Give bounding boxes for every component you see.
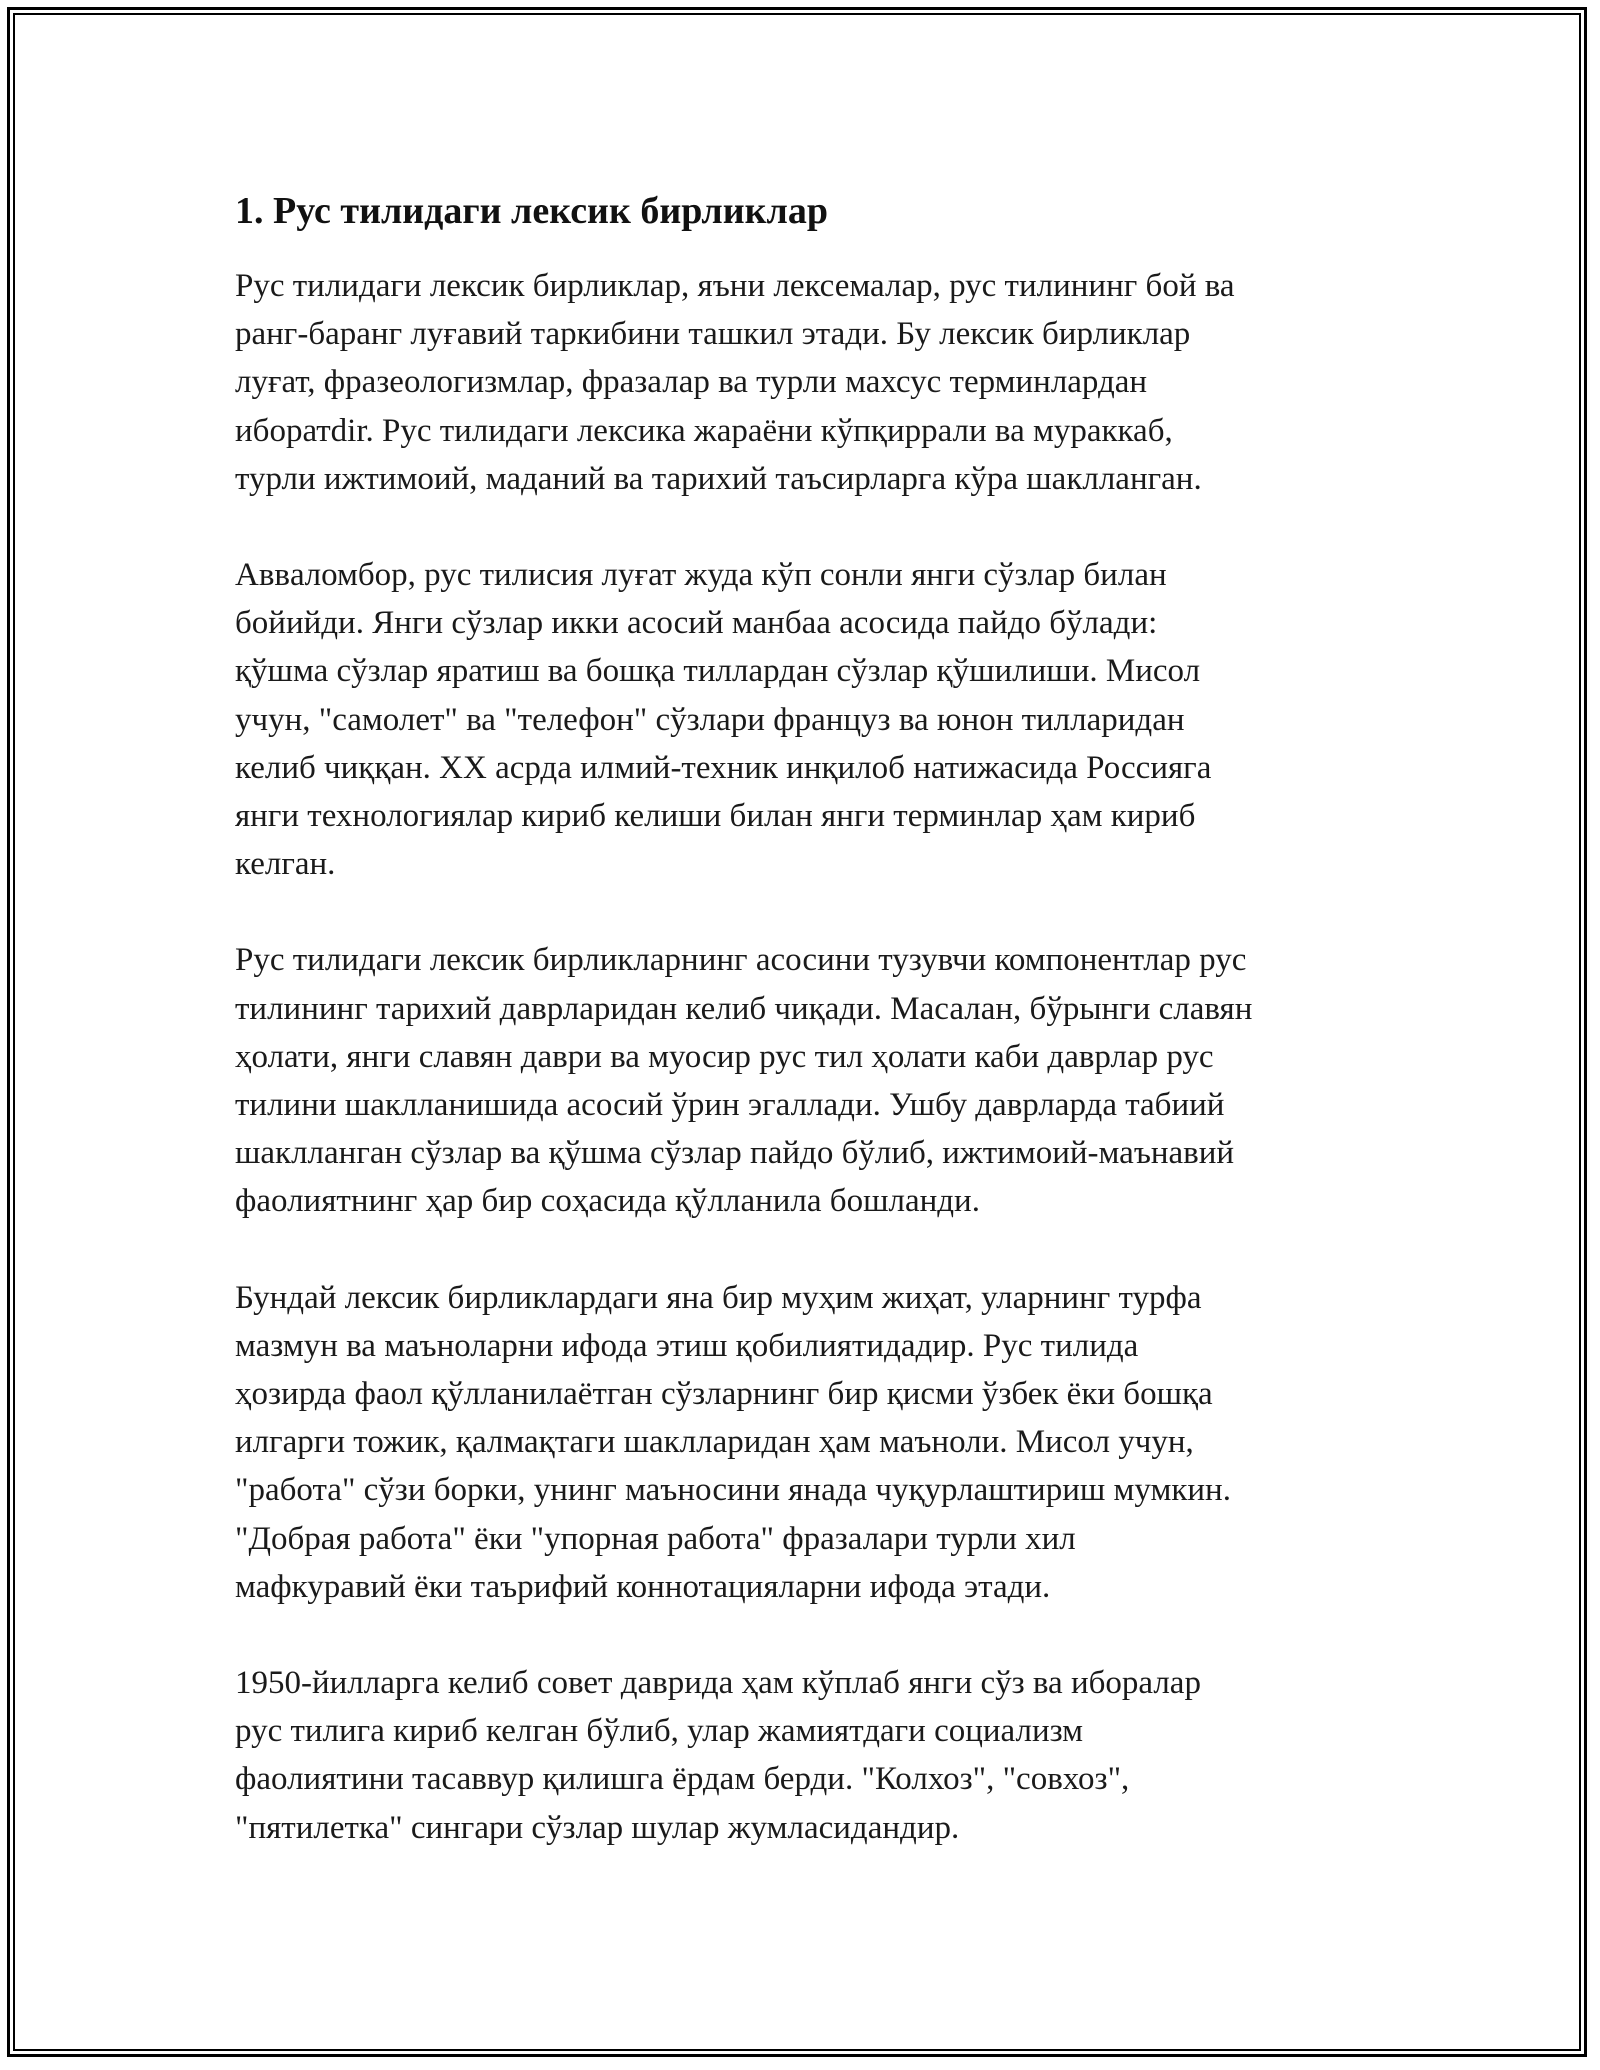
paragraph-line: Аввaломбор, рус тилисия луғат жуда кўп сонли янги сўзлар билан xyxy=(235,557,1167,594)
paragraph-line: иборатdir. Рус тилидаги лексика жараёни кўпқиррали ва мураккаб, xyxy=(235,412,1173,449)
paragraph-line: ҳолати, янги славян даври ва муосир рус тил ҳолати каби даврлар рус xyxy=(235,1038,1214,1075)
paragraph-line: луғат, фразеологизмлар, фразалар ва турли махсус терминлардан xyxy=(235,364,1148,401)
paragraph-line: фаолиятини тасаввур қилишга ёрдам берди. "Колхоз", "совхоз", xyxy=(235,1761,1130,1798)
paragraph-line: илгарги тожик, қалмақтаги шаклларидан ҳам маъноли. Мисол учун, xyxy=(235,1424,1194,1461)
paragraph-line: рус тилига кириб келган бўлиб, улар жамиятдаги социализм xyxy=(235,1713,1084,1750)
paragraph-4 xyxy=(235,1274,1375,1611)
paragraph-line: янги технологиялар кириб келиши билан янги терминлар ҳам кириб xyxy=(235,798,1196,835)
paragraph-line: тилини шаклланишида асосий ўрин эгаллади. Ушбу даврларда табиий xyxy=(235,1087,1225,1124)
paragraph-line: фаолиятнинг ҳар бир соҳасида қўлланила бошланди. xyxy=(235,1183,980,1220)
paragraph-line: мафкуравий ёки таърифий коннотацияларни ифода этади. xyxy=(235,1568,1051,1605)
paragraph-line: 1950-йилларга келиб совет даврида ҳам кўплаб янги сўз ва иборалар xyxy=(235,1665,1201,1702)
paragraph-2 xyxy=(235,551,1375,888)
paragraph-line: "работа" сўзи борки, унинг маъносини янада чуқурлаштириш мумкин. xyxy=(235,1472,1231,1509)
paragraph-line: ҳозирда фаол қўлланилаётган сўзларнинг бир қисми ўзбек ёки бошқа xyxy=(235,1376,1213,1413)
paragraph-1 xyxy=(235,262,1375,503)
paragraph-line: "пятилетка" сингари сўзлар шулар жумласидандир. xyxy=(235,1809,960,1846)
paragraph-line: шаклланган сўзлар ва қўшма сўзлар пайдо бўлиб, ижтимоий-маънавий xyxy=(235,1135,1235,1172)
paragraph-line: бойийди. Янги сўзлар икки асосий манбаа асосида пайдо бўлади: xyxy=(235,605,1158,642)
paragraph-line: Бундай лексик бирликлардаги яна бир муҳим жиҳат, уларнинг турфа xyxy=(235,1279,1202,1316)
paragraph-line: тилининг тарихий даврларидан келиб чиқади. Масалан, бўрынги славян xyxy=(235,990,1253,1027)
section-heading: 1. Рус тилидаги лексик бирликлар xyxy=(235,190,828,232)
paragraph-line: келиб чиққан. XX асрда илмий-техник инқилоб натижасида Россияга xyxy=(235,749,1212,786)
paragraph-line: қўшма сўзлар яратиш ва бошқа тиллардан сўзлар қўшилиши. Мисол xyxy=(235,653,1201,690)
document-body xyxy=(235,185,1375,1900)
paragraph-5 xyxy=(235,1659,1375,1852)
paragraph-3 xyxy=(235,936,1375,1225)
paragraph-line: "Добрая работа" ёки "упорная работа" фразалари турли хил xyxy=(235,1520,1076,1557)
paragraph-line: турли ижтимоий, маданий ва тарихий таъсирларга кўра шаклланган. xyxy=(235,460,1202,497)
paragraph-line: ранг-баранг луғавий таркибини ташкил этади. Бу лексик бирликлар xyxy=(235,316,1191,353)
paragraph-line: келган. xyxy=(235,846,336,883)
paragraph-line: мазмун ва маъноларни ифода этиш қобилиятидадир. Рус тилида xyxy=(235,1327,1139,1364)
paragraph-line: Рус тилидаги лексик бирликлар, яъни лексемалар, рус тилининг бой ва xyxy=(235,268,1235,304)
paragraph-line: учун, "самолет" ва "телефон" сўзлари француз ва юнон тилларидан xyxy=(235,701,1185,738)
paragraph-line: Рус тилидаги лексик бирликларнинг асосини тузувчи компонентлар рус xyxy=(235,942,1247,979)
